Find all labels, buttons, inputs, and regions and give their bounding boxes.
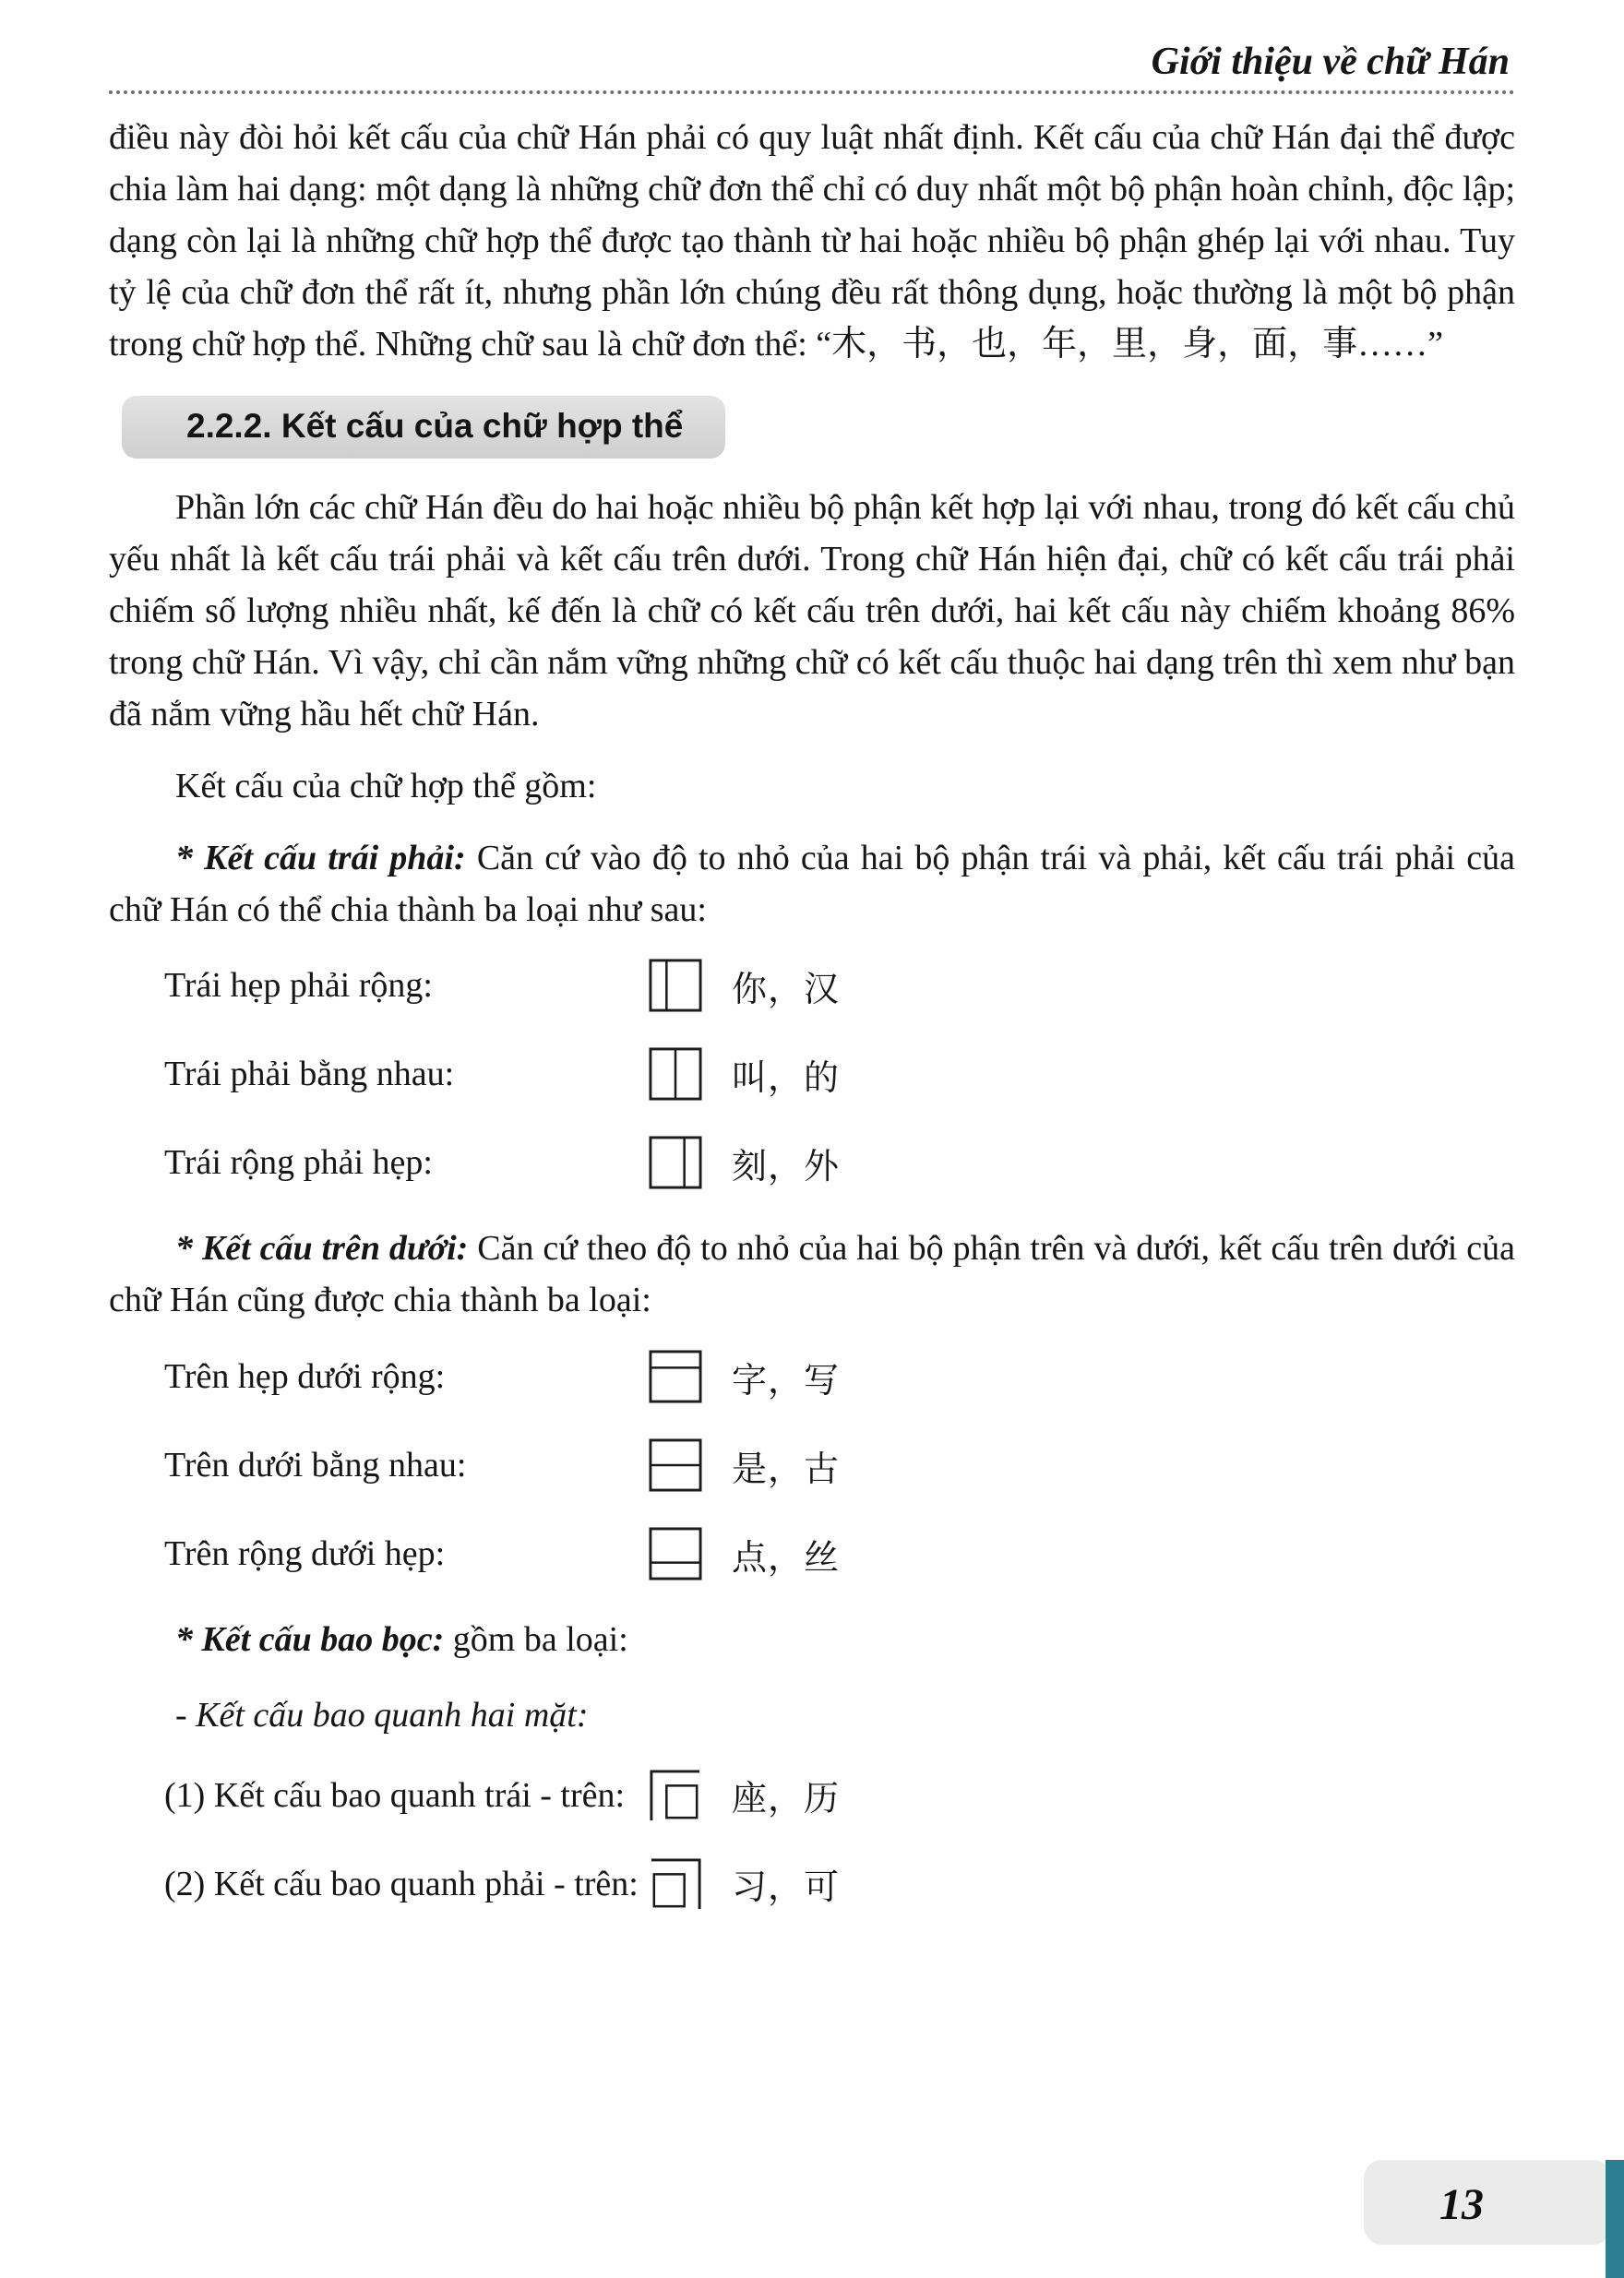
structure-row-left-narrow [109,941,1515,1030]
left-narrow-split-box-icon [649,959,732,1012]
equal-horizontal-split-box-icon [649,1438,732,1492]
row-label: Trái hẹp phải rộng: [164,966,433,1006]
page-number-badge [1364,2160,1611,2245]
header-divider-rule [109,90,1515,94]
page-edge-accent-bar [1606,2160,1624,2278]
surround-subtype-heading: - Kết cấu bao quanh hai mặt: [175,1695,589,1735]
row-label: Trái phải bằng nhau: [164,1055,455,1094]
page-number: 13 [1439,2180,1484,2229]
intro-paragraph: điều này đòi hỏi kết cấu của chữ Hán phải có quy luật nhất định. Kết cấu của chữ Hán đại thể được chia làm hai dạng: một dạng là những chữ đơn thể chỉ có duy nhất một bộ phận hoàn chỉnh, độc lập; dạng còn lại là những chữ hợp thể được tạo thành từ hai hoặc nhiều bộ phận ghép lại với nhau. Tuy tỷ lệ của chữ đơn thể rất ít, nhưng phần lớn chúng đều rất thông dụng, hoặc thường là một bộ phận trong chữ hợp thể. Những chữ sau là chữ đơn thể: “木，书，也，年，里，身，面，事……” [109,118,1515,364]
left-right-intro [109,833,1515,936]
row-label: (2) Kết cấu bao quanh phải - trên: [164,1864,639,1903]
surround-intro [109,1615,1515,1666]
row-examples: 你，汉 [732,970,841,1009]
enclose-left-top-box-icon [649,1769,732,1822]
surround-lead: * Kết cấu bao bọc: [175,1620,445,1660]
section-heading: 2.2.2. Kết cấu của chữ hợp thể [122,396,725,459]
row-label: Trên hẹp dưới rộng: [164,1357,446,1397]
equal-vertical-split-box-icon [649,1047,732,1101]
bottom-narrow-split-box-icon [649,1527,732,1580]
running-header-title: Giới thiệu về chữ Hán [1151,41,1510,83]
section-paragraph-1: Phần lớn các chữ Hán đều do hai hoặc nhiều bộ phận kết hợp lại với nhau, trong đó kết cấu chủ yếu nhất là kết cấu trái phải và kết cấu trên dưới. Trong chữ Hán hiện đại, chữ có kết cấu trái phải chiếm số lượng nhiều nhất, kế đến là chữ có kết cấu trên dưới, hai kết cấu này chiếm khoảng 86% trong chữ Hán. Vì vậy, chỉ cần nắm vững những chữ có kết cấu thuộc hai dạng trên thì xem như bạn đã nắm vững hầu hết chữ Hán. [109,488,1515,733]
structure-row-equal-horizontal [109,1421,1515,1509]
row-examples: 是，古 [732,1449,841,1489]
top-bottom-intro [109,1223,1515,1327]
row-examples: 刻，外 [732,1147,841,1187]
section-paragraph-2: Kết cấu của chữ hợp thể gồm: [175,766,597,805]
structure-row-top-narrow [109,1332,1515,1421]
row-label: Trên dưới bằng nhau: [164,1446,467,1485]
top-bottom-lead: * Kết cấu trên dưới: [175,1229,469,1269]
row-examples: 点，丝 [732,1538,841,1578]
top-narrow-split-box-icon [649,1350,732,1403]
row-label: Trên rộng dưới hẹp: [164,1534,446,1574]
row-examples: 座，历 [732,1780,841,1819]
top-bottom-rest: Căn cứ theo độ to nhỏ của hai bộ phận trên và dưới, kết cấu trên dưới của chữ Hán cũng được chia thành ba loại: [109,1229,1515,1320]
section-heading-wrap [122,396,1515,459]
row-label: (1) Kết cấu bao quanh trái - trên: [164,1775,626,1815]
structure-row-bottom-narrow [109,1509,1515,1598]
left-right-lead: * Kết cấu trái phải: [175,838,466,877]
row-label: Trái rộng phải hẹp: [164,1143,433,1183]
right-narrow-split-box-icon [649,1136,732,1189]
structure-row-enclose-left-top [109,1751,1515,1840]
row-examples: 习，可 [732,1868,841,1908]
left-right-rest: Căn cứ vào độ to nhỏ của hai bộ phận trái và phải, kết cấu trái phải của chữ Hán có thể chia thành ba loại như sau: [109,838,1516,929]
structure-row-enclose-right-top [109,1840,1515,1928]
surround-rest: gồm ba loại: [452,1620,628,1660]
enclose-right-top-box-icon [649,1857,732,1911]
structure-row-right-narrow [109,1118,1515,1207]
row-examples: 叫，的 [732,1058,841,1098]
row-examples: 字，写 [732,1361,841,1401]
structure-row-equal-vertical [109,1030,1515,1118]
